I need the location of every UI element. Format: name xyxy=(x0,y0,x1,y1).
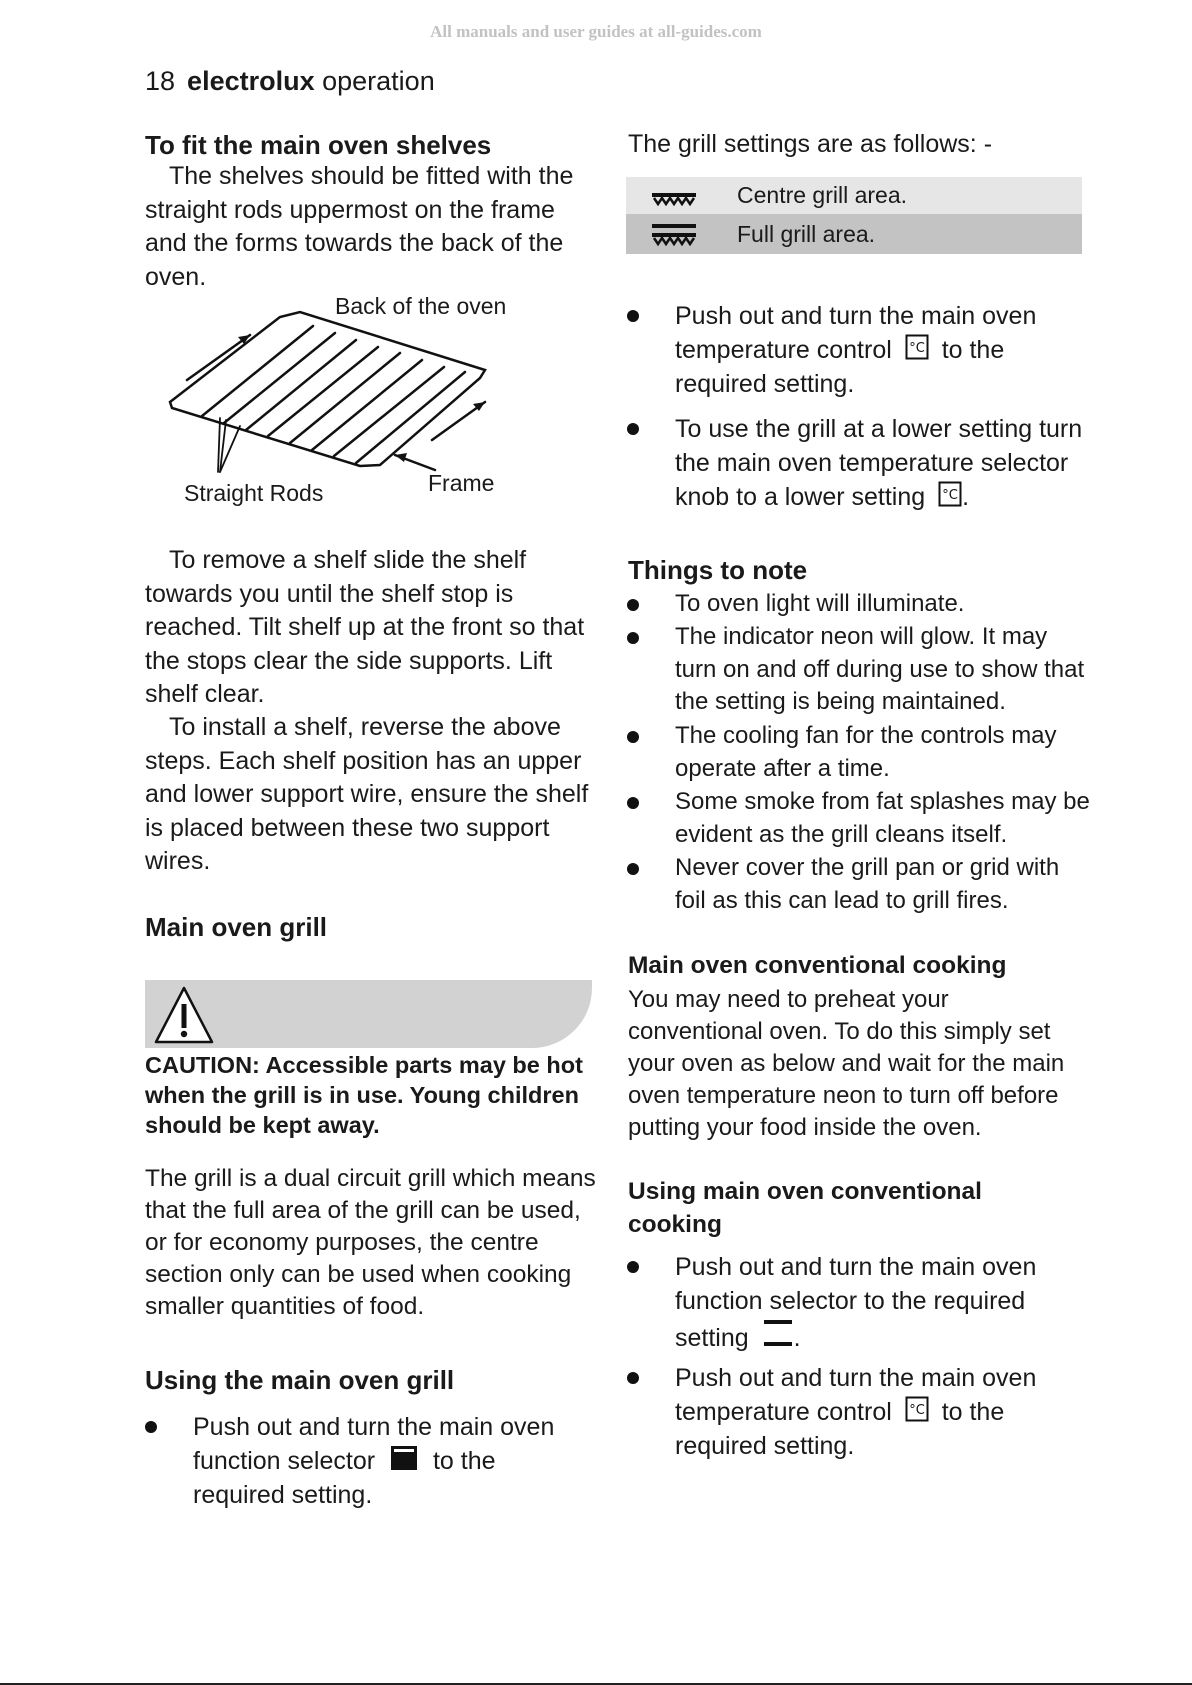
bullet-dot xyxy=(627,423,639,435)
para-fit-shelves: The shelves should be fitted with the straight rods uppermost on the frame and the forms towards the back of the oven. xyxy=(145,162,574,291)
para-remove-shelf: To remove a shelf slide the shelf towards you until the shelf stop is reached. Tilt shelf up at the front so that the stops clear the side supports. Lift shelf clear. xyxy=(145,546,585,708)
bullet-dot xyxy=(627,599,639,611)
heading-things-to-note: Things to note xyxy=(628,555,808,585)
label-back-of-oven: Back of the oven xyxy=(335,293,507,319)
watermark: All manuals and user guides at all-guides.com xyxy=(430,22,762,41)
list-item-conv-temp xyxy=(675,1361,1085,1463)
grill-setting-row xyxy=(626,214,1082,254)
note-text: The cooling fan for the controls may operate after a time. xyxy=(675,722,1057,782)
para-conventional-cooking: You may need to preheat your conventional oven. To do this simply set your oven as below and wait for the main oven temperature neon to turn off before putting your food inside the oven. xyxy=(628,986,1065,1141)
note-item xyxy=(675,621,1090,719)
bullet-dot xyxy=(627,731,639,743)
bullet-dot xyxy=(627,863,639,875)
brand-name: electrolux xyxy=(187,66,315,96)
heading-using-conventional: Using main oven conventional cooking xyxy=(628,1178,982,1238)
bullet-text: Push out and turn the main oven function selector xyxy=(193,1413,555,1475)
grill-setting-row xyxy=(626,177,1082,214)
note-item xyxy=(675,588,1090,621)
page-number: 18 xyxy=(145,66,176,96)
svg-text:°C: °C xyxy=(908,341,925,356)
bullet-dot xyxy=(627,632,639,644)
temperature-icon xyxy=(938,481,962,507)
caution-banner xyxy=(145,980,592,1048)
bullet-text-end: to the required setting. xyxy=(675,1398,1005,1460)
note-item xyxy=(675,786,1090,851)
grill-settings-table xyxy=(626,177,1082,254)
bullet-dot xyxy=(627,797,639,809)
note-text: The indicator neon will glow. It may turn on and off during use to show that the setting is being maintained. xyxy=(675,623,1085,715)
bullet-dot xyxy=(145,1421,157,1433)
bullet-dot xyxy=(627,1261,639,1273)
heading-using-grill: Using the main oven grill xyxy=(145,1365,455,1395)
bullet-text-end: to the required setting. xyxy=(193,1447,496,1509)
note-item xyxy=(675,852,1090,917)
grill-setting-label: Centre grill area. xyxy=(737,182,908,208)
full-grill-icon xyxy=(650,222,698,248)
centre-grill-icon xyxy=(650,185,698,207)
list-item-grill-function xyxy=(193,1410,593,1512)
bullet-text: Push out and turn the main oven temperature control xyxy=(675,1364,1037,1426)
note-text: To oven light will illuminate. xyxy=(675,590,965,617)
label-straight-rods: Straight Rods xyxy=(184,480,324,506)
para-dual-circuit: The grill is a dual circuit grill which means that the full area of the grill can be used, or for economy purposes, the centre section only can be used when cooking smaller quantities of food. xyxy=(145,1165,596,1320)
warning-icon xyxy=(152,984,216,1048)
list-item-lower-setting xyxy=(675,412,1090,514)
page-header xyxy=(145,66,435,97)
temperature-icon xyxy=(905,1396,929,1422)
note-item xyxy=(675,720,1090,785)
svg-text:°C: °C xyxy=(942,488,958,503)
temperature-icon xyxy=(905,334,929,360)
note-text: Never cover the grill pan or grid with foil as this can lead to grill fires. xyxy=(675,854,1060,914)
svg-text:°C: °C xyxy=(908,1403,925,1418)
conventional-function-icon xyxy=(762,1318,794,1348)
bullet-text-end: to the required setting. xyxy=(675,336,1005,398)
bullet-text: Push out and turn the main oven function selector to the required setting xyxy=(675,1253,1037,1352)
section-name: operation xyxy=(322,66,435,96)
heading-fit-shelves: To fit the main oven shelves xyxy=(145,130,492,160)
bullet-dot xyxy=(627,310,639,322)
bullet-text: Push out and turn the main oven temperature control xyxy=(675,302,1037,364)
bullet-dot xyxy=(627,1372,639,1384)
bullet-text-end: . xyxy=(793,1324,801,1352)
bullet-text-end: . xyxy=(962,483,970,511)
heading-conventional-cooking: Main oven conventional cooking xyxy=(628,952,1007,979)
heading-main-oven-grill: Main oven grill xyxy=(145,912,328,942)
caution-text: CAUTION: Accessible parts may be hot when the grill is in use. Young children should be kept away. xyxy=(145,1052,583,1138)
list-item-conv-function xyxy=(675,1250,1075,1355)
para-install-shelf: To install a shelf, reverse the above steps. Each shelf position has an upper and lower support wire, ensure the shelf is placed between these two support wires. xyxy=(145,713,589,875)
grill-function-icon xyxy=(390,1445,418,1471)
note-text: Some smoke from fat splashes may be evident as the grill cleans itself. xyxy=(675,788,1090,848)
grill-settings-intro: The grill settings are as follows: - xyxy=(628,130,993,158)
bullet-text: To use the grill at a lower setting turn the main oven temperature selector knob to a lower setting xyxy=(675,415,1083,511)
grill-setting-label: Full grill area. xyxy=(737,221,876,247)
label-frame: Frame xyxy=(428,470,495,496)
list-item-temp-control xyxy=(675,299,1085,401)
